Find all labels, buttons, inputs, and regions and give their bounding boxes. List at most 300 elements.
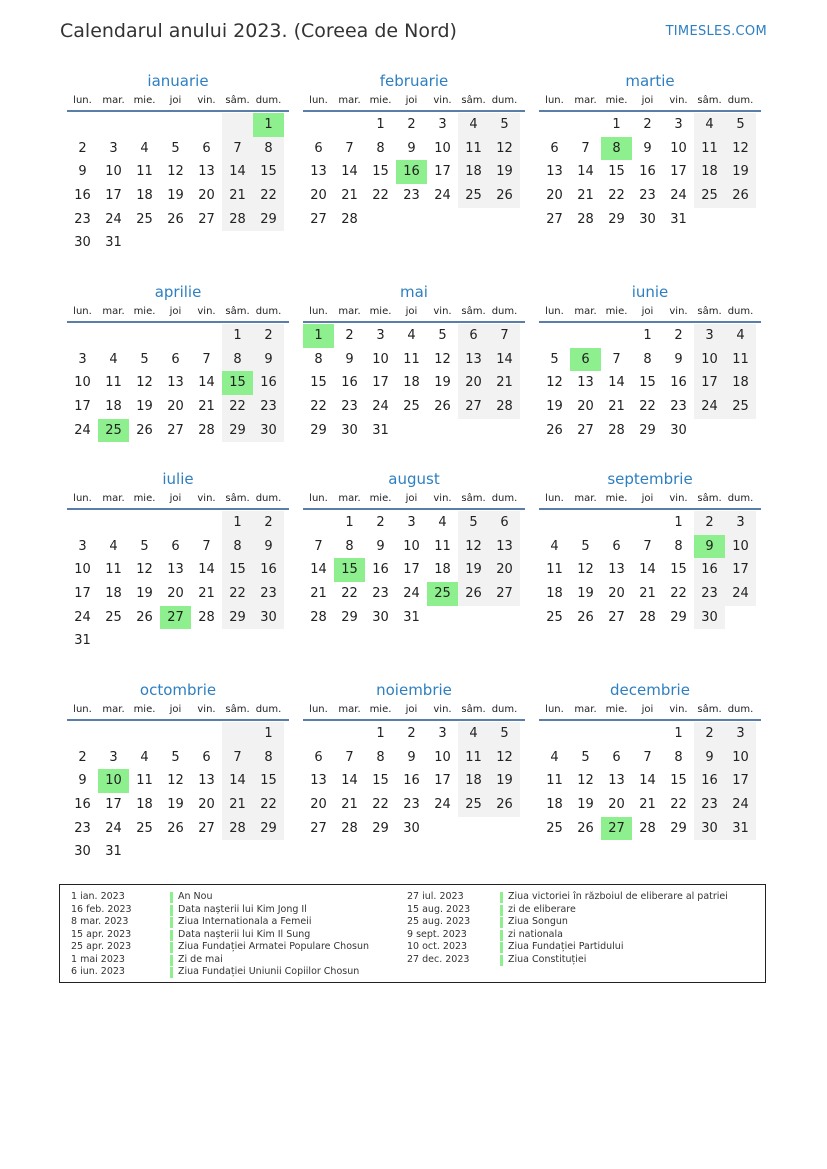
month-name: iunie [631, 283, 669, 301]
day-cell: 17 [372, 375, 389, 391]
weekday-label: vin. [433, 95, 452, 106]
empty-cell [725, 419, 756, 443]
empty-cell [489, 606, 520, 630]
weekday-header [67, 490, 289, 510]
day-cell: 12 [434, 351, 451, 367]
day-cell: 20 [310, 188, 327, 204]
holiday-day-cell: 16 [396, 160, 427, 184]
day-cell: 1 [674, 515, 683, 530]
day-cell: 27 [167, 422, 184, 438]
day-cell: 29 [639, 422, 656, 438]
day-cell: 7 [489, 324, 520, 348]
weekday-label: joi [405, 306, 418, 317]
day-cell: 1 [253, 722, 284, 746]
weekday-label: sâm. [225, 306, 250, 317]
day-cell: 15 [222, 558, 253, 582]
day-cell: 8 [674, 538, 683, 554]
empty-cell [458, 419, 489, 443]
day-cell: 26 [136, 609, 153, 625]
empty-cell [539, 722, 570, 746]
day-cell: 18 [105, 586, 122, 602]
empty-cell [303, 113, 334, 137]
empty-cell [427, 208, 458, 232]
empty-cell [539, 324, 570, 348]
weekday-label: dum. [491, 95, 518, 106]
day-cell: 20 [608, 797, 625, 813]
holiday-day-cell: 15 [334, 558, 365, 582]
month-aprilie [67, 281, 289, 442]
day-cell: 26 [725, 184, 756, 208]
weekday-label: dum. [491, 306, 518, 317]
day-cell: 6 [314, 749, 323, 765]
day-cell: 13 [577, 375, 594, 391]
brand-link[interactable]: TIMESLES.COM [665, 24, 767, 39]
day-cell: 17 [434, 164, 451, 180]
day-cell: 21 [222, 184, 253, 208]
day-cell: 22 [372, 188, 389, 204]
empty-cell [67, 324, 98, 348]
day-cell: 18 [105, 399, 122, 415]
day-cell: 2 [643, 117, 652, 132]
day-cell: 22 [253, 793, 284, 817]
day-cell: 22 [670, 586, 687, 602]
empty-cell [253, 840, 284, 864]
day-cell: 20 [167, 399, 184, 415]
day-cell: 9 [253, 535, 284, 559]
day-cell: 28 [577, 211, 594, 227]
day-cell: 30 [372, 609, 389, 625]
day-cell: 16 [694, 558, 725, 582]
empty-cell [489, 817, 520, 841]
day-cell: 3 [438, 117, 447, 132]
empty-cell [570, 324, 601, 348]
day-cell: 23 [253, 395, 284, 419]
empty-cell [222, 629, 253, 653]
day-cell: 9 [345, 351, 354, 367]
day-cell: 24 [372, 399, 389, 415]
day-cell: 16 [74, 188, 91, 204]
day-cell: 10 [725, 746, 756, 770]
day-cell: 1 [345, 515, 354, 530]
day-cell: 8 [376, 140, 385, 156]
day-cell: 6 [489, 511, 520, 535]
weekday-label: dum. [491, 493, 518, 504]
day-cell: 23 [74, 211, 91, 227]
day-cell: 27 [608, 609, 625, 625]
weekday-header [67, 303, 289, 323]
weekday-label: mie. [369, 95, 392, 106]
empty-cell [303, 722, 334, 746]
legend-date: 8 mar. 2023 [71, 916, 129, 927]
holiday-marker [170, 967, 173, 978]
month-februarie [303, 70, 525, 231]
empty-cell [160, 324, 191, 348]
weekday-label: mie. [605, 306, 628, 317]
day-cell: 5 [489, 722, 520, 746]
day-cell: 23 [694, 582, 725, 606]
day-cell: 25 [546, 609, 563, 625]
day-cell: 28 [198, 609, 215, 625]
day-cell: 20 [577, 399, 594, 415]
empty-cell [396, 208, 427, 232]
empty-cell [160, 722, 191, 746]
weekday-label: dum. [255, 306, 282, 317]
day-grid [303, 511, 525, 629]
empty-cell [601, 722, 632, 746]
day-cell: 1 [612, 117, 621, 132]
day-cell: 16 [403, 773, 420, 789]
day-cell: 29 [341, 609, 358, 625]
legend-holiday-name: Ziua Songun [508, 916, 568, 927]
holiday-day-cell: 8 [601, 137, 632, 161]
day-cell: 16 [372, 562, 389, 578]
day-cell: 17 [434, 773, 451, 789]
day-cell: 20 [608, 586, 625, 602]
month-septembrie [539, 468, 761, 629]
day-cell: 2 [674, 328, 683, 343]
day-grid [67, 324, 289, 442]
day-cell: 15 [310, 375, 327, 391]
day-cell: 18 [403, 375, 420, 391]
weekday-label: dum. [727, 704, 754, 715]
day-cell: 18 [136, 797, 153, 813]
day-cell: 25 [546, 820, 563, 836]
day-cell: 13 [608, 562, 625, 578]
day-cell: 2 [253, 324, 284, 348]
day-grid [539, 113, 761, 231]
legend-holiday-name: Ziua Fundației Armatei Populare Chosun [178, 941, 369, 952]
weekday-label: sâm. [461, 704, 486, 715]
day-cell: 13 [167, 562, 184, 578]
day-cell: 20 [310, 797, 327, 813]
day-cell: 13 [608, 773, 625, 789]
legend-date: 1 mai 2023 [71, 953, 125, 965]
day-cell: 22 [670, 797, 687, 813]
day-cell: 15 [372, 773, 389, 789]
empty-cell [334, 722, 365, 746]
day-cell: 10 [434, 140, 451, 156]
empty-cell [427, 606, 458, 630]
holiday-day-cell: 15 [222, 371, 253, 395]
day-cell: 22 [222, 582, 253, 606]
holiday-legend [59, 884, 766, 983]
day-cell: 13 [489, 535, 520, 559]
day-cell: 24 [74, 609, 91, 625]
legend-holiday-name: zi nationala [508, 928, 563, 940]
day-cell: 9 [407, 140, 416, 156]
day-cell: 6 [171, 351, 180, 367]
holiday-marker [170, 892, 173, 903]
weekday-label: joi [641, 95, 654, 106]
day-cell: 23 [403, 797, 420, 813]
weekday-label: lun. [309, 704, 328, 715]
holiday-marker [500, 917, 503, 928]
month-martie [539, 70, 761, 231]
legend-date: 10 oct. 2023 [407, 941, 468, 952]
empty-cell [160, 231, 191, 255]
day-cell: 9 [674, 351, 683, 367]
day-cell: 28 [341, 820, 358, 836]
weekday-header [303, 303, 525, 323]
day-cell: 7 [345, 140, 354, 156]
empty-cell [67, 511, 98, 535]
weekday-label: mie. [133, 95, 156, 106]
empty-cell [129, 722, 160, 746]
month-decembrie [539, 679, 761, 840]
weekday-label: vin. [433, 306, 452, 317]
page-title: Calendarul anului 2023. (Coreea de Nord) [60, 20, 457, 42]
day-cell: 6 [458, 324, 489, 348]
day-cell: 21 [489, 371, 520, 395]
empty-cell [725, 606, 756, 630]
day-cell: 31 [725, 817, 756, 841]
empty-cell [489, 419, 520, 443]
weekday-label: lun. [309, 306, 328, 317]
day-cell: 10 [694, 348, 725, 372]
day-cell: 14 [222, 769, 253, 793]
legend-holiday-name: Data nașterii lui Kim Il Sung [178, 928, 311, 940]
day-cell: 22 [341, 586, 358, 602]
day-cell: 1 [376, 726, 385, 741]
day-cell: 30 [670, 422, 687, 438]
empty-cell [222, 722, 253, 746]
weekday-label: mar. [338, 306, 361, 317]
day-cell: 7 [202, 538, 211, 554]
day-cell: 13 [198, 773, 215, 789]
day-cell: 28 [639, 820, 656, 836]
day-cell: 18 [546, 586, 563, 602]
weekday-label: vin. [669, 95, 688, 106]
day-cell: 14 [310, 562, 327, 578]
empty-cell [160, 629, 191, 653]
day-cell: 26 [577, 609, 594, 625]
day-cell: 11 [725, 348, 756, 372]
day-grid [539, 722, 761, 840]
day-cell: 5 [171, 140, 180, 156]
weekday-label: joi [405, 704, 418, 715]
weekday-label: joi [169, 704, 182, 715]
weekday-label: dum. [491, 704, 518, 715]
day-cell: 11 [546, 773, 563, 789]
day-cell: 19 [458, 558, 489, 582]
day-cell: 24 [725, 793, 756, 817]
day-cell: 4 [438, 515, 447, 530]
legend-date: 15 apr. 2023 [71, 928, 132, 940]
day-cell: 23 [341, 399, 358, 415]
day-grid [67, 113, 289, 255]
day-cell: 2 [376, 515, 385, 530]
empty-cell [334, 113, 365, 137]
day-cell: 22 [310, 399, 327, 415]
day-cell: 17 [670, 164, 687, 180]
day-cell: 13 [546, 164, 563, 180]
legend-holiday-name: An Nou [178, 891, 213, 902]
day-cell: 4 [140, 140, 149, 156]
day-cell: 10 [105, 164, 122, 180]
day-cell: 15 [372, 164, 389, 180]
day-cell: 29 [608, 211, 625, 227]
day-cell: 26 [577, 820, 594, 836]
day-cell: 19 [167, 797, 184, 813]
day-cell: 14 [341, 164, 358, 180]
weekday-label: mie. [369, 306, 392, 317]
day-cell: 6 [612, 749, 621, 765]
weekday-label: mie. [605, 493, 628, 504]
day-cell: 13 [310, 164, 327, 180]
day-cell: 9 [376, 538, 385, 554]
day-cell: 7 [643, 749, 652, 765]
month-name: octombrie [139, 681, 217, 699]
day-cell: 14 [222, 160, 253, 184]
day-cell: 19 [725, 160, 756, 184]
month-name: decembrie [610, 681, 690, 699]
day-cell: 15 [670, 562, 687, 578]
day-cell: 24 [434, 188, 451, 204]
month-name: septembrie [607, 470, 693, 488]
day-cell: 1 [674, 726, 683, 741]
day-cell: 28 [639, 609, 656, 625]
weekday-label: lun. [545, 704, 564, 715]
weekday-label: joi [641, 493, 654, 504]
day-cell: 4 [407, 328, 416, 343]
weekday-label: dum. [727, 493, 754, 504]
day-cell: 16 [341, 375, 358, 391]
holiday-marker [500, 930, 503, 941]
weekday-label: joi [405, 95, 418, 106]
weekday-header [67, 701, 289, 721]
day-cell: 22 [372, 797, 389, 813]
month-name: mai [400, 283, 428, 301]
day-cell: 30 [694, 606, 725, 630]
day-cell: 15 [253, 160, 284, 184]
day-cell: 30 [74, 235, 91, 251]
day-cell: 4 [694, 113, 725, 137]
day-cell: 29 [253, 817, 284, 841]
empty-cell [191, 629, 222, 653]
holiday-day-cell: 1 [303, 324, 334, 348]
day-cell: 6 [550, 140, 559, 156]
day-grid [539, 324, 761, 442]
day-cell: 30 [74, 844, 91, 860]
day-cell: 9 [643, 140, 652, 156]
month-name: iulie [162, 470, 194, 488]
day-cell: 17 [725, 558, 756, 582]
weekday-label: sâm. [461, 493, 486, 504]
empty-cell [98, 113, 129, 137]
day-cell: 3 [407, 515, 416, 530]
day-cell: 14 [198, 375, 215, 391]
day-cell: 4 [550, 538, 559, 554]
weekday-label: lun. [73, 493, 92, 504]
day-cell: 24 [725, 582, 756, 606]
day-cell: 6 [202, 749, 211, 765]
holiday-marker [170, 930, 173, 941]
weekday-header [539, 303, 761, 323]
legend-holiday-name: Ziua Internationala a Femeii [178, 916, 312, 927]
legend-date: 16 feb. 2023 [71, 903, 132, 915]
empty-cell [458, 817, 489, 841]
weekday-label: lun. [309, 493, 328, 504]
holiday-day-cell: 25 [427, 582, 458, 606]
day-cell: 8 [314, 351, 323, 367]
day-cell: 8 [674, 749, 683, 765]
day-cell: 16 [253, 371, 284, 395]
weekday-label: sâm. [461, 95, 486, 106]
empty-cell [694, 419, 725, 443]
empty-cell [160, 511, 191, 535]
day-cell: 11 [403, 351, 420, 367]
empty-cell [98, 511, 129, 535]
weekday-label: joi [169, 493, 182, 504]
weekday-label: mie. [369, 493, 392, 504]
day-cell: 30 [341, 422, 358, 438]
day-cell: 27 [198, 211, 215, 227]
day-cell: 23 [74, 820, 91, 836]
empty-cell [129, 511, 160, 535]
day-cell: 12 [725, 137, 756, 161]
legend-date: 25 aug. 2023 [407, 916, 471, 927]
day-cell: 4 [109, 538, 118, 554]
day-cell: 26 [167, 211, 184, 227]
day-cell: 24 [694, 395, 725, 419]
empty-cell [191, 231, 222, 255]
empty-cell [632, 722, 663, 746]
weekday-label: sâm. [697, 704, 722, 715]
empty-cell [632, 511, 663, 535]
empty-cell [539, 113, 570, 137]
day-cell: 6 [314, 140, 323, 156]
day-cell: 19 [577, 586, 594, 602]
day-cell: 17 [403, 562, 420, 578]
day-cell: 26 [136, 422, 153, 438]
empty-cell [191, 511, 222, 535]
empty-cell [539, 511, 570, 535]
day-cell: 16 [670, 375, 687, 391]
day-cell: 20 [198, 188, 215, 204]
legend-holiday-name: zi de eliberare [508, 903, 576, 915]
empty-cell [458, 606, 489, 630]
day-grid [67, 722, 289, 864]
day-grid [303, 722, 525, 840]
weekday-label: sâm. [697, 493, 722, 504]
weekday-label: dum. [727, 95, 754, 106]
holiday-marker [500, 892, 503, 903]
empty-cell [129, 113, 160, 137]
day-cell: 4 [725, 324, 756, 348]
weekday-label: sâm. [461, 306, 486, 317]
day-cell: 24 [105, 211, 122, 227]
day-cell: 7 [345, 749, 354, 765]
day-cell: 30 [253, 419, 284, 443]
day-cell: 8 [345, 538, 354, 554]
day-cell: 20 [198, 797, 215, 813]
day-cell: 25 [725, 395, 756, 419]
day-cell: 31 [403, 609, 420, 625]
day-cell: 10 [372, 351, 389, 367]
day-cell: 19 [136, 399, 153, 415]
day-cell: 19 [167, 188, 184, 204]
day-cell: 11 [458, 137, 489, 161]
day-cell: 29 [253, 208, 284, 232]
day-cell: 20 [167, 586, 184, 602]
holiday-marker [170, 942, 173, 953]
weekday-label: joi [405, 493, 418, 504]
day-cell: 18 [434, 562, 451, 578]
empty-cell [570, 511, 601, 535]
day-cell: 24 [403, 586, 420, 602]
weekday-header [303, 92, 525, 112]
weekday-label: lun. [309, 95, 328, 106]
